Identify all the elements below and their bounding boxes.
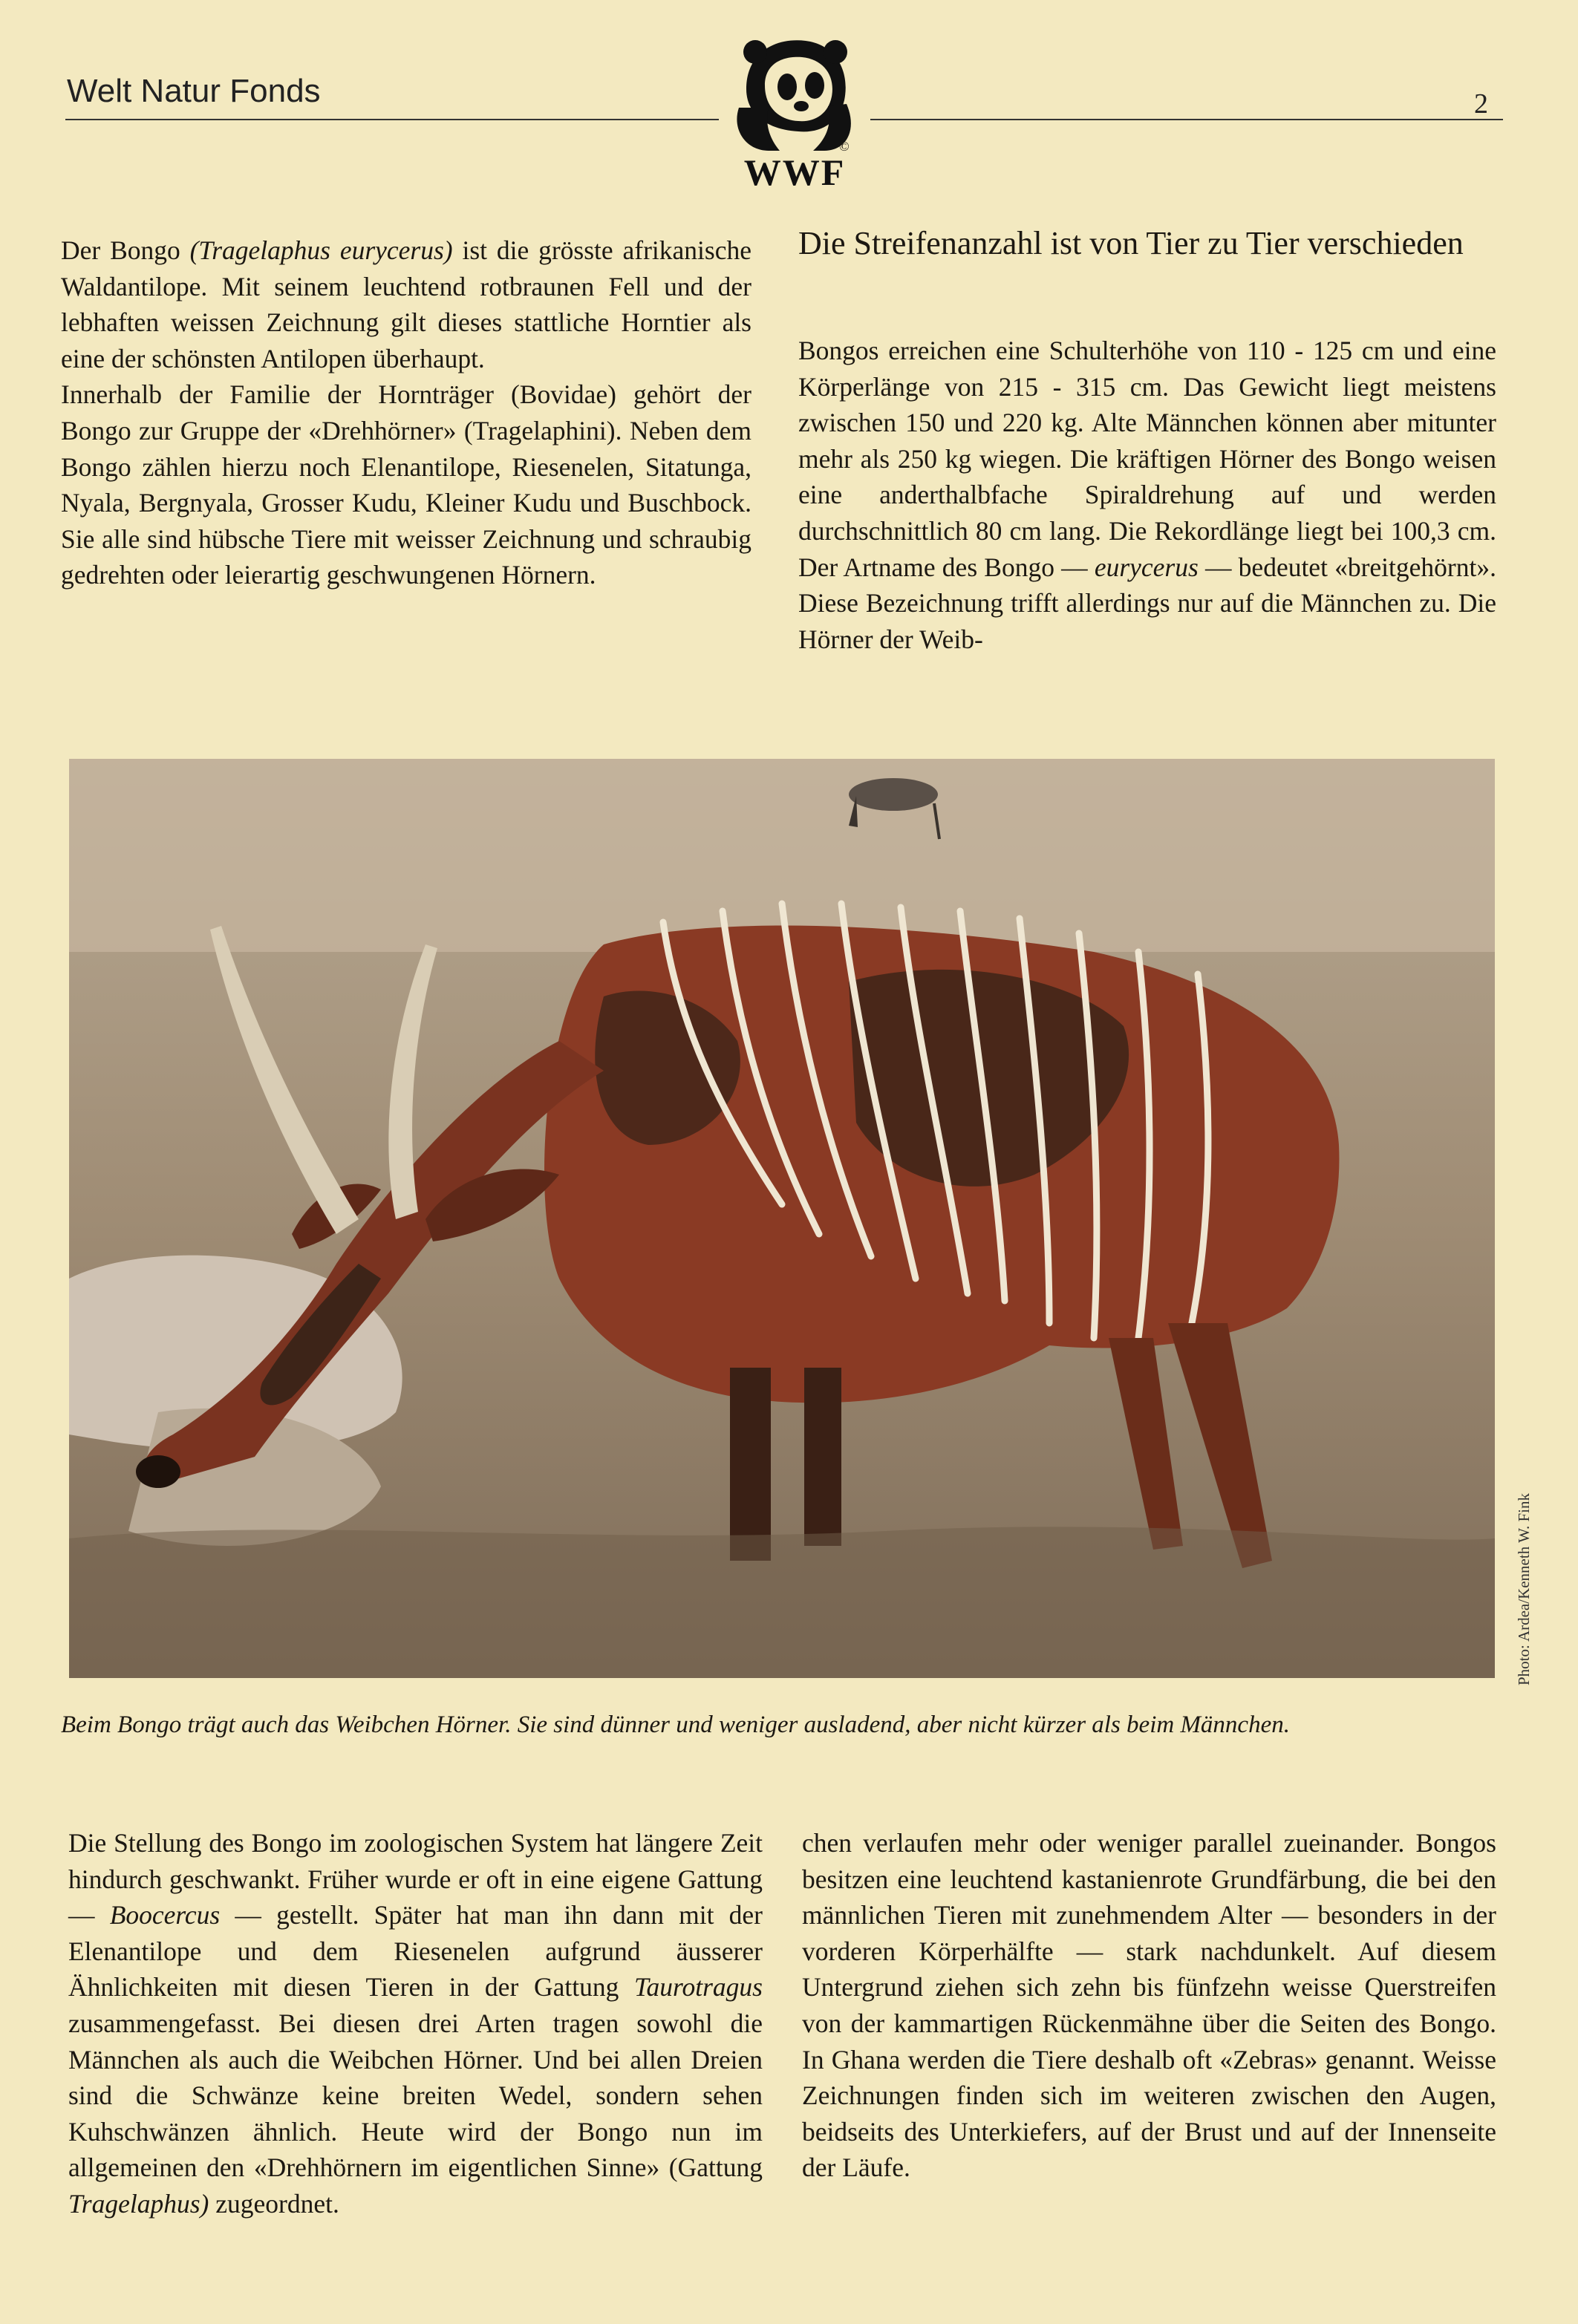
eurycerus-term: eurycerus bbox=[1094, 552, 1199, 582]
body-left-text-b: — gestellt. Später hat man ihn dann mit der Elenantilope und dem Riesenelen aufgrund äusserer Ähnlichkeiten mit diesen Tieren in der Gattung bbox=[68, 1900, 763, 2003]
body-left-column bbox=[68, 1825, 763, 2222]
bongo-photo bbox=[69, 759, 1495, 1678]
photo-credit: Photo: Ardea/Kenneth W. Fink bbox=[1515, 1493, 1533, 1685]
body-left-text-c: zusammengefasst. Bei diesen drei Arten tragen sowohl die Männchen als auch die Weibchen Hörner. Und bei allen Dreien sind die Schwänze keine breiten Wedel, sondern sehen Kuhschwänzen ähnlich. Heute wird der Bongo nun im allgemeinen den «Drehhörnern im eigentlichen Sinne» (Gattung bbox=[68, 2008, 763, 2183]
wwf-panda-logo bbox=[724, 19, 865, 197]
intro-paragraph-1 bbox=[61, 232, 751, 376]
copyright-mark: © bbox=[839, 139, 850, 154]
header-rule-right bbox=[870, 119, 1503, 120]
page-number: 2 bbox=[1474, 88, 1488, 120]
panda-icon bbox=[724, 19, 865, 152]
tragelaphus-term: Tragelaphus) bbox=[68, 2188, 209, 2219]
intro-text-a: Der Bongo bbox=[61, 235, 190, 265]
section-text-b: — bedeutet «breitgehörnt». Diese Bezeichnung trifft allerdings nur auf die Männchen zu. Die Hörner der Weib- bbox=[798, 552, 1496, 654]
species-latin-name: (Tragelaphus eurycerus) bbox=[189, 235, 453, 265]
logo-text: WWF bbox=[743, 151, 846, 193]
publisher-name: Welt Natur Fonds bbox=[67, 73, 321, 109]
section-text-a: Bongos erreichen eine Schulterhöhe von 110 - 125 cm und eine Körperlänge von 215 - 315 cm. Das Gewicht liegt meistens zwischen 150 und 220 kg. Alte Männchen können aber mitunter mehr als 250 kg wiegen. Die kräftigen Hörner des Bongo weisen eine anderthalbfache Spiraldrehung auf und werden durchschnittlich 80 cm lang. Die Rekordlänge liegt bei 100,3 cm. Der Artname des Bongo — bbox=[798, 336, 1496, 582]
photo-caption: Beim Bongo trägt auch das Weibchen Hörner. Sie sind dünner und weniger ausladend, aber nicht kürzer als beim Männchen. bbox=[61, 1711, 1290, 1738]
section-column bbox=[798, 333, 1496, 657]
section-paragraph bbox=[798, 333, 1496, 657]
body-left-paragraph bbox=[68, 1825, 763, 2222]
taurotragus-term: Taurotragus bbox=[634, 1972, 763, 2003]
intro-text-b: ist die grösste afrikanische Waldantilope. Mit seinem leuchtend rotbraunen Fell und der lebhaften weissen Zeichnung gilt dieses stattliche Horntier als eine der schönsten Antilopen überhaupt. bbox=[61, 235, 751, 373]
section-heading: Die Streifenanzahl ist von Tier zu Tier verschieden bbox=[798, 225, 1464, 261]
header-rule-left bbox=[65, 119, 719, 120]
body-left-text-a: Die Stellung des Bongo im zoologischen System hat längere Zeit hindurch geschwankt. Früher wurde er oft in eine eigene Gattung — bbox=[68, 1828, 763, 1930]
boocercus-term: Boocercus bbox=[109, 1900, 221, 1930]
bongo-drinking-illustration bbox=[69, 759, 1495, 1678]
intro-column bbox=[61, 232, 751, 593]
body-right-column bbox=[802, 1825, 1496, 2186]
body-right-paragraph: chen verlaufen mehr oder weniger parallel zueinander. Bongos besitzen eine leuchtend kastanienrote Grundfärbung, die bei den männlichen Tieren mit zunehmendem Alter — besonders in der vorderen Körperhälfte — stark nachdunkelt. Auf diesem Untergrund ziehen sich zehn bis fünfzehn weisse Querstreifen von der kammartigen Rückenmähne über die Seiten des Bongo. In Ghana werden die Tiere deshalb oft «Zebras» genannt. Weisse Zeichnungen finden sich im weiteren zwischen den Augen, beidseits des Unterkiefers, auf der Brust und auf der Innenseite der Läufe. bbox=[802, 1828, 1496, 2183]
body-left-text-d: zugeordnet. bbox=[209, 2188, 339, 2219]
intro-paragraph-2: Innerhalb der Familie der Hornträger (Bovidae) gehört der Bongo zur Gruppe der «Drehhörner» (Tragelaphini). Neben dem Bongo zählen hierzu noch Elenantilope, Riesenelen, Sitatunga, Nyala, Bergnyala, Grosser Kudu, Kleiner Kudu und Buschbock. Sie alle sind hübsche Tiere mit weisser Zeichnung und schraubig gedrehten oder leierartig geschwungenen Hörnern. bbox=[61, 379, 751, 590]
